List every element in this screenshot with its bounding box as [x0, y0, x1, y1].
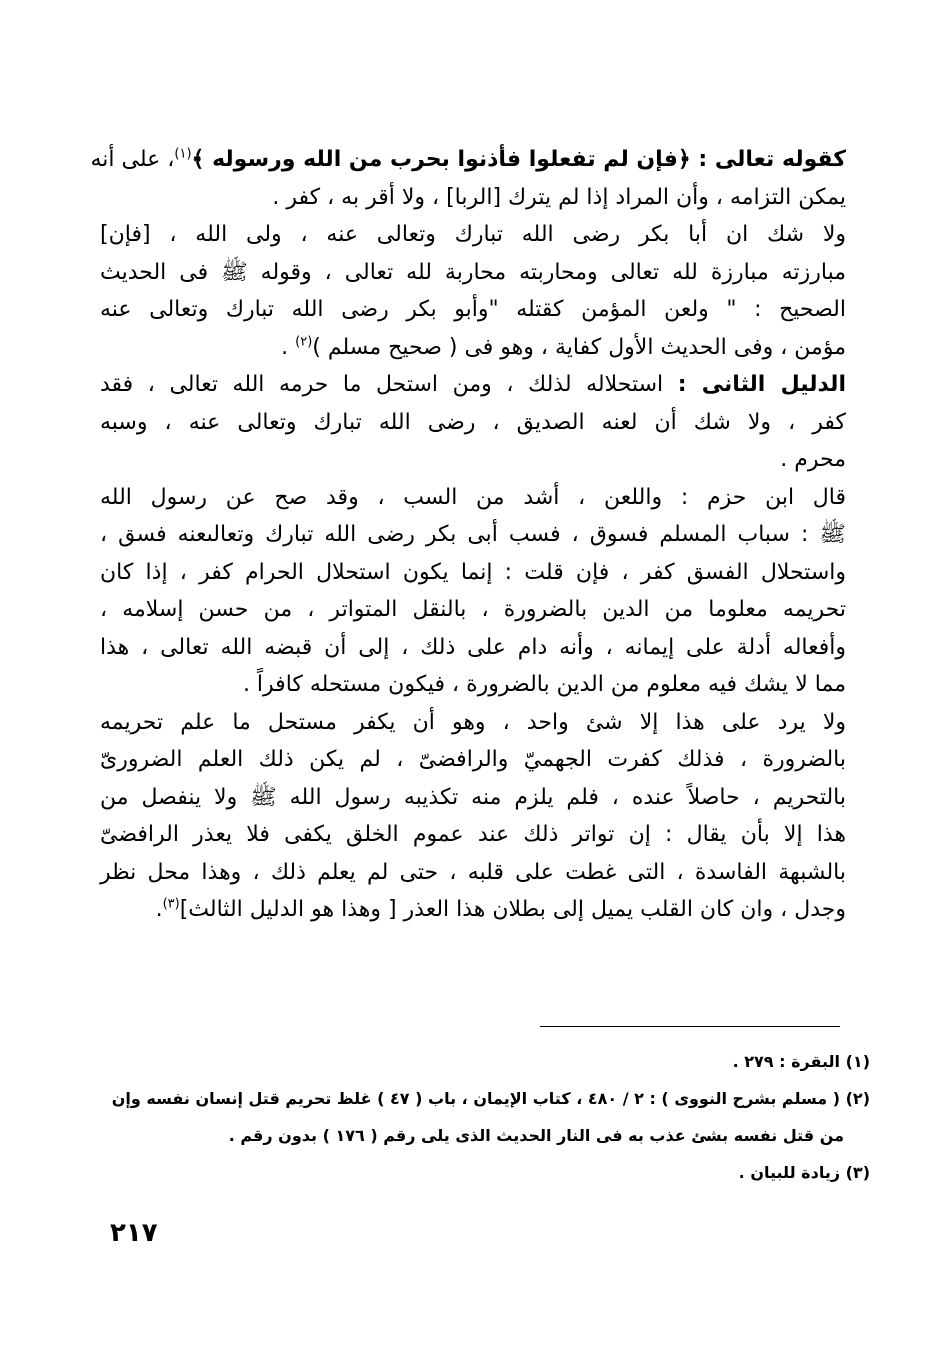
page-number: ٢١٧ [110, 1218, 158, 1248]
text-line: مما لا يشك فيه معلوم من الدين بالضرورة ، فيكون مستحله كافراً . [242, 672, 846, 697]
text-line: محرم . [780, 447, 846, 472]
text-line: كفر ، ولا شك أن لعنه الصديق ، رضى الله تبارك وتعالى عنه ، وسبه [100, 409, 846, 435]
text-line: يمكن التزامه ، وأن المراد إذا لم يترك [الربا] ، ولا أقر به ، كفر . [272, 184, 846, 210]
text-line: بالضرورة ، فذلك كفرت الجهميّ والرافضىّ ، لم يكن ذلك العلم الضرورىّ [100, 747, 846, 772]
text-line [90, 141, 846, 179]
text-line: الصحيح : " ولعن المؤمن كقتله "وأبو بكر رضى الله تبارك وتعالى عنه [100, 297, 846, 322]
text-line: هذا إلا بأن يقال : إن تواتر ذلك عند عموم الخلق يكفى فلا يعذر الرافضىّ [100, 822, 846, 847]
text-line: بالتحريم ، حاصلاً عنده ، فلم يلزم منه تكذيبه رسول الله ﷺ ولا ينفصل من [100, 784, 846, 810]
quran-verse: كقوله تعالى : ﴿فإن لم تفعلوا فأذنوا بحرب من الله ورسوله ﴾ [191, 147, 846, 172]
footnote-2: (٢) ( مسلم بشرح النووى ) : ٢ / ٤٨٠ ، كتاب الإيمان ، باب ( ٤٧ ) غلظ تحريم قتل إنسان نفسه وإن [111, 1089, 870, 1108]
text-line: واستحلال الفسق كفر ، فإن قلت : إنما يكون استحلال الحرام كفر ، إذا كان [100, 559, 846, 585]
text-line: تحريمه معلوما من الدين بالضرورة ، بالنقل المتواتر ، من حسن إسلامه ، [100, 597, 846, 622]
text-line [100, 329, 846, 367]
footnote-1: (١) البقرة : ٢٧٩ . [732, 1052, 870, 1071]
main-text [90, 141, 846, 929]
footnote-ref-2: (٢) [295, 334, 313, 350]
footnote-2-continued: من قتل نفسه بشئ عذب به فى النار الحديث الذى يلى رقم ( ١٧٦ ) بدون رقم . [228, 1126, 844, 1145]
text-line: ولا شك ان أبا بكر رضى الله تبارك وتعالى عنه ، ولى الله ، [فإن] [100, 222, 846, 247]
text-fragment: . [155, 897, 163, 922]
text-line: مبارزته مبارزة لله تعالى ومحاربته محاربة لله تعالى ، وقوله ﷺ فى الحديث [100, 259, 846, 285]
text-line: وأفعاله أدلة على إيمانه ، وأنه دام على ذلك ، إلى أن قبضه الله تعالى ، هذا [100, 634, 846, 660]
footnote-separator [540, 1026, 840, 1027]
text-line: بالشبهة الفاسدة ، التى غطت على قلبه ، حتى لم يعلم ذلك ، وهذا محل نظر [100, 859, 846, 885]
text-line: ولا يرد على هذا إلا شئ واحد ، وهو أن يكفر مستحل ما علم تحريمه [100, 709, 846, 735]
text-fragment: . [281, 334, 289, 360]
footnote-ref-3: (٣) [162, 896, 180, 912]
footnote-3: (٣) زيادة للبيان . [738, 1163, 870, 1182]
text-line: ﷺ : سباب المسلم فسوق ، فسب أبى بكر رضى الله تبارك وتعالىعنه فسق ، [100, 522, 846, 547]
text-fragment: استحلاله لذلك ، ومن استحل ما حرمه الله تعالى ، فقد [100, 372, 664, 397]
text-fragment: ، على أنه [90, 147, 175, 172]
section-heading: الدليل الثانى : [677, 372, 846, 397]
footnotes [100, 1043, 870, 1191]
text-line [100, 366, 846, 404]
footnote-ref-1: (١) [174, 146, 192, 162]
text-fragment: وجدل ، وان كان القلب يميل إلى بطلان هذا العذر [ وهذا هو الدليل الثالث] [179, 897, 846, 922]
text-line: قال ابن حزم : واللعن ، أشد من السب ، وقد صح عن رسول الله [100, 484, 846, 510]
text-fragment: مؤمن ، وفى الحديث الأول كفاية ، وهو فى ( صحيح مسلم ) [312, 334, 846, 360]
text-line [100, 891, 846, 929]
